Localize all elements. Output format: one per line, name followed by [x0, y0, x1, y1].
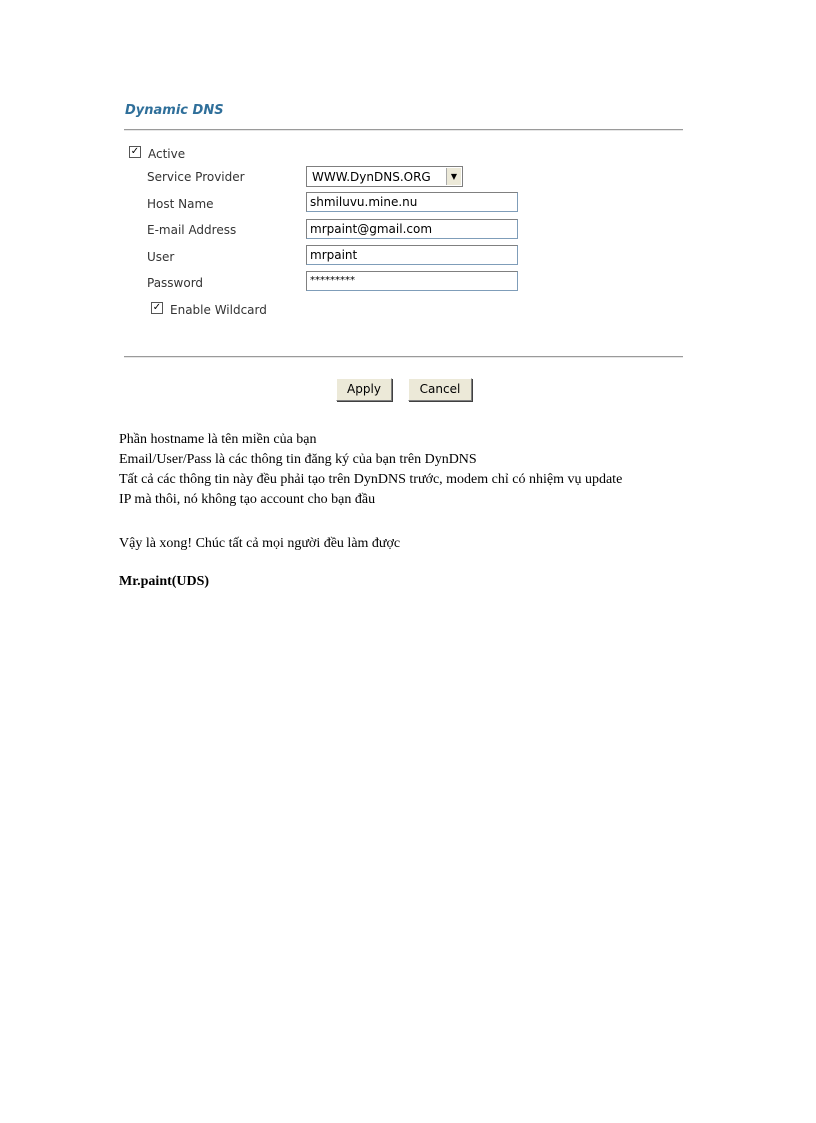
active-label: Active [148, 147, 186, 161]
email-label: E-mail Address [147, 223, 237, 237]
doc-line-5: Vậy là xong! Chúc tất cả mọi người đều làm được [119, 536, 401, 551]
doc-line-2: Email/User/Pass là các thông tin đăng ký của bạn trên DynDNS [119, 452, 477, 467]
password-input[interactable]: ********* [306, 271, 518, 291]
bottom-divider [124, 356, 683, 358]
chevron-down-icon[interactable]: ▼ [446, 168, 461, 185]
active-checkbox[interactable]: ✓ [130, 146, 140, 157]
doc-line-3: Tất cả các thông tin này đều phải tạo trên DynDNS trước, modem chỉ có nhiệm vụ update [119, 472, 623, 487]
doc-line-4: IP mà thôi, nó không tạo account cho bạn đầu [119, 492, 376, 507]
top-divider [124, 129, 683, 131]
user-label: User [147, 250, 175, 264]
apply-button[interactable]: Apply [336, 378, 392, 401]
wildcard-checkbox[interactable]: ✓ [152, 302, 162, 313]
service-provider-value: WWW.DynDNS.ORG [312, 170, 431, 184]
service-provider-label: Service Provider [147, 170, 245, 184]
cancel-button[interactable]: Cancel [408, 378, 472, 401]
wildcard-label: Enable Wildcard [170, 303, 267, 317]
host-name-input[interactable]: shmiluvu.mine.nu [306, 192, 518, 212]
host-name-label: Host Name [147, 197, 214, 211]
signature: Mr.paint(UDS) [119, 574, 210, 589]
email-input[interactable]: mrpaint@gmail.com [306, 219, 518, 239]
service-provider-select[interactable] [306, 166, 463, 187]
doc-line-1: Phần hostname là tên miền của bạn [119, 432, 317, 447]
panel-title: Dynamic DNS [125, 103, 224, 118]
user-input[interactable]: mrpaint [306, 245, 518, 265]
password-label: Password [147, 276, 204, 290]
